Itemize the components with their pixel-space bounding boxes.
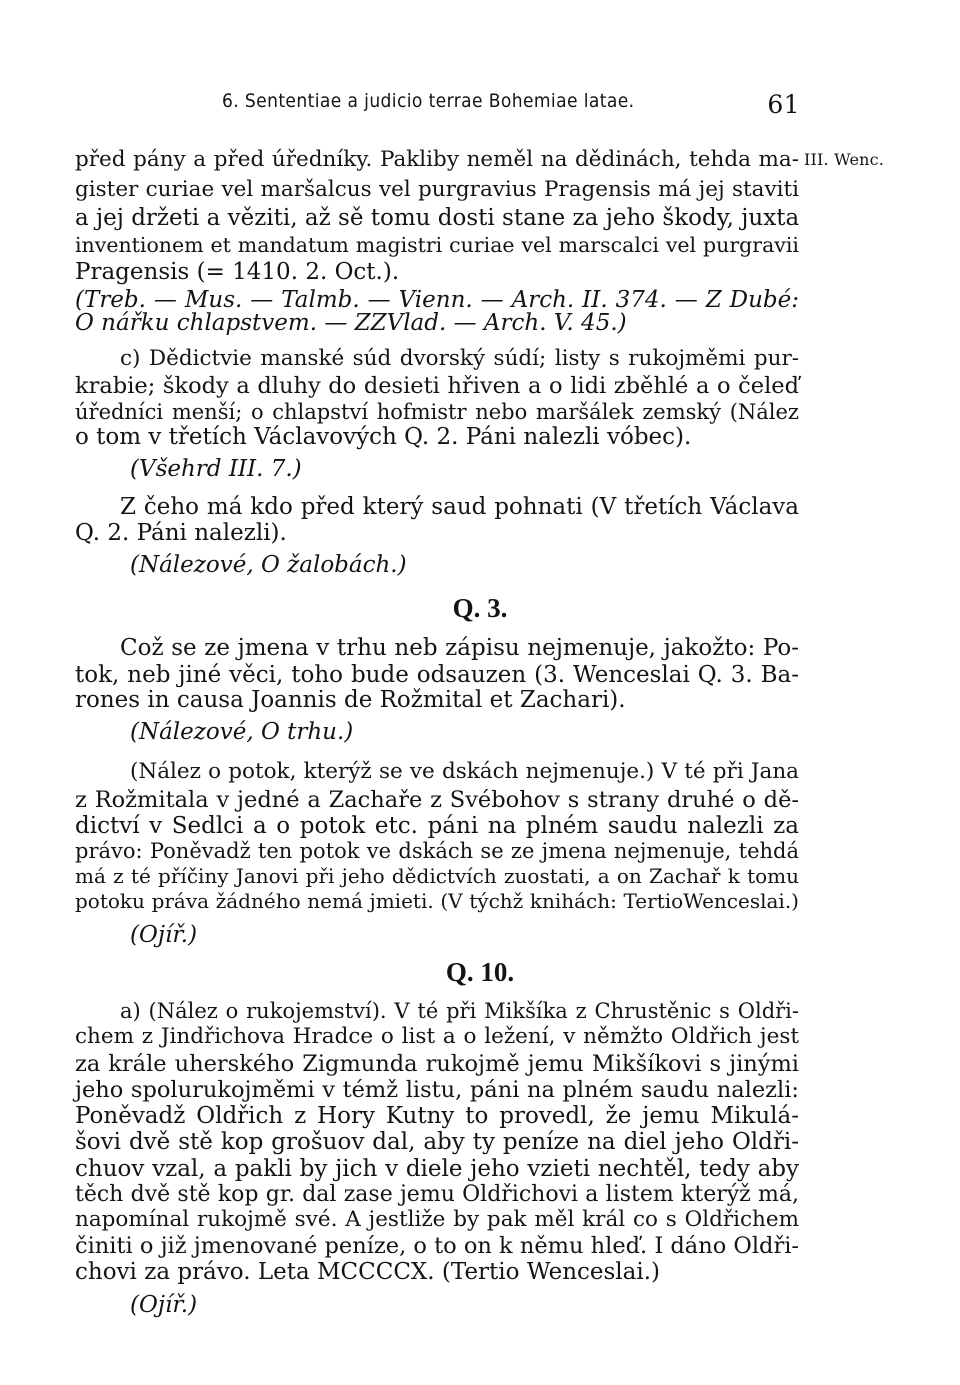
text-line: c) Dědictvie manské súd dvorský súdí; listy s rukojměmi pur- [120,346,799,371]
citation-line: O nářku chlapstvem. — ZZVlad. — Arch. V. 45.) [75,310,627,336]
text-line: těch dvě stě kop gr. dal zase jemu Oldřichovi a listem kterýž má, [75,1182,799,1207]
text-line: Což se ze jmena v trhu neb zápisu nejmenuje, jakožto: Po- [120,635,799,661]
text-line: (Nález o potok, kterýž se ve dskách nejmenuje.) V té při Jana [130,759,799,784]
text-line: chem z Jindřichova Hradce o list a o ležení, v němžto Oldřich jest [75,1024,799,1049]
citation-line: (Nálezové, O trhu.) [130,719,354,745]
citation-line: (Treb. — Mus. — Talmb. — Vienn. — Arch. II. 374. — Z Dubé: [75,287,799,313]
running-title: 6. Sententiae a judicio terrae Bohemiae latae. [222,90,635,112]
text-line: gister curiae vel maršalcus vel purgravius Pragensis má jej staviti [75,177,799,202]
section-heading: Q. 3. [452,593,508,623]
page-header [222,90,800,122]
text-line: krabie; škody a dluhy do desieti hřiven a o lidi zběhlé a o čeleď [75,373,799,399]
text-line: dictví v Sedlci a o potok etc. páni na plném saudu nalezli za [75,813,799,839]
text-line: chovi za právo. Leta MCCCCX. (Tertio Wenceslai.) [75,1259,661,1285]
text-line: potoku práva žádného nemá jmieti. (V týchž knihách: TertioWenceslai.) [75,889,799,913]
text-line: Q. 2. Páni nalezli). [75,520,287,546]
margin-note: III. Wenc. [804,150,885,169]
text-line: Z čeho má kdo před který saud pohnati (V třetích Václava [120,494,799,520]
text-line: a) (Nález o rukojemství). V té při Mikšíka z Chrustěnic s Oldři- [120,999,799,1023]
text-line: napomínal rukojmě své. A jestliže by pak měl král co s Oldřichem [75,1207,799,1232]
text-line: tok, neb jiné věci, toho bude odsauzen (3. Wenceslai Q. 3. Ba- [75,662,799,688]
text-line: rones in causa Joannis de Rožmital et Zachari). [75,687,626,713]
text-line: jeho spolurukojměmi v témž listu, páni na plném saudu nalezli: [75,1077,799,1103]
text-line: z Rožmitala v jedné a Zachaře z Svébohov s strany druhé o dě- [75,787,799,813]
text-line: před pány a před úředníky. Pakliby neměl na dědinách, tehda ma- [75,147,799,172]
text-line: a jej držeti a věziti, až sě tomu dosti stane za jeho škody, juxta [75,205,800,231]
citation-line: (Ojíř.) [130,922,198,948]
text-line: Poněvadž Oldřich z Hory Kutny to provedl, že jemu Mikulá- [75,1103,799,1129]
page-number: 61 [767,90,800,119]
text-line: chuov vzal, a pakli by jich v diele jeho vzieti nechtěl, tedy aby [75,1156,799,1182]
citation-line: (Nálezové, O žalobách.) [130,552,407,578]
text-line: inventionem et mandatum magistri curiae vel marscalci vel purgravii [75,233,799,257]
text-line: právo: Poněvadž ten potok ve dskách se ze jmena nejmenuje, tehdá [75,839,799,863]
text-line: úředníci menší; o chlapství hofmistr nebo maršálek zemský (Nález [75,400,799,424]
text-line: za krále uherského Zigmunda rukojmě jemu Mikšíkovi s jinými [75,1051,799,1077]
section-heading: Q. 10. [445,957,515,987]
text-line: o tom v třetích Václavových Q. 2. Páni nalezli vóbec). [75,424,692,450]
citation-line: (Všehrd III. 7.) [130,456,302,482]
text-line: má z té příčiny Janovi při jeho dědictvích zuostati, a on Zachař k tomu [75,864,799,888]
text-line: činiti o již jmenované peníze, o to on k němu hleď. I dáno Oldři- [75,1233,799,1259]
text-line: Pragensis (= 1410. 2. Oct.). [75,259,400,285]
citation-line: (Ojíř.) [130,1292,198,1318]
text-line: šovi dvě stě kop grošuov dal, aby ty peníze na diel jeho Oldři- [75,1129,799,1155]
